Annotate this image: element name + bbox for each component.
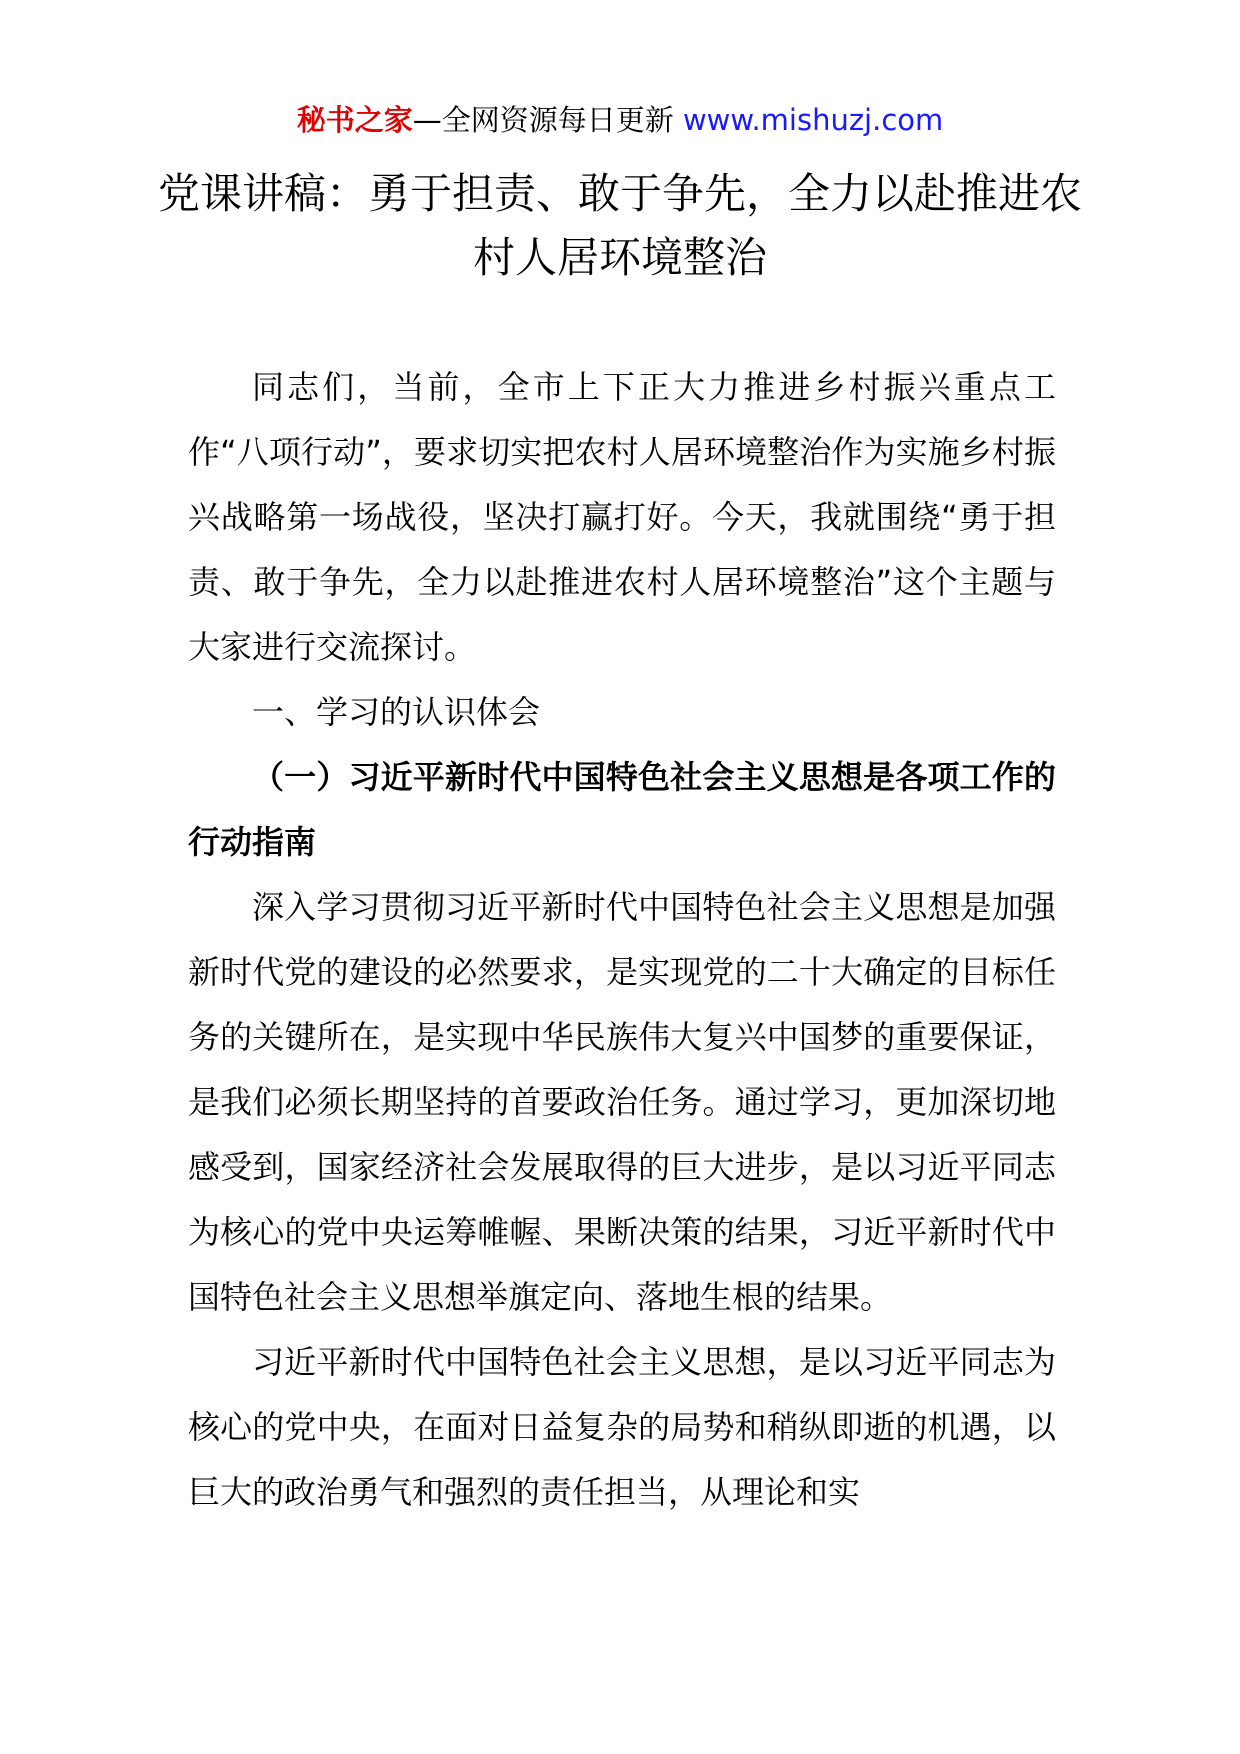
page-header [0,100,1240,140]
paragraph-intro: 同志们，当前，全市上下正大力推进乡村振兴重点工作“八项行动”，要求切实把农村人居环境整治作为实施乡村振兴战略第一场战役，坚决打赢打好。今天，我就围绕“勇于担责、敢于争先，全力以赴推进农村人居环境整治”这个主题与大家进行交流探讨。 [188,368,1056,666]
paragraph-body-1: 深入学习贯彻习近平新时代中国特色社会主义思想是加强新时代党的建设的必然要求，是实现党的二十大确定的目标任务的关键所在，是实现中华民族伟大复兴中国梦的重要保证，是我们必须长期坚持的首要政治任务。通过学习，更加深切地感受到，国家经济社会发展取得的巨大进步，是以习近平同志为核心的党中央运筹帷幄、果断决策的结果，习近平新时代中国特色社会主义思想举旗定向、落地生根的结果。 [188,888,1056,1316]
section-heading-1: 一、学习的认识体会 [252,693,541,731]
paragraph-body-2: 习近平新时代中国特色社会主义思想，是以习近平同志为核心的党中央，在面对日益复杂的局势和稍纵即逝的机遇，以巨大的政治勇气和强烈的责任担当，从理论和实 [188,1343,1056,1511]
header-tagline: —全网资源每日更新 [412,103,674,137]
website-link[interactable]: www.mishuzj.com [682,103,944,137]
subsection-heading-1: （一）习近平新时代中国特色社会主义思想是各项工作的行动指南 [188,758,1056,861]
document-title: 党课讲稿：勇于担责、敢于争先，全力以赴推进农村人居环境整治 [157,169,1082,282]
brand-name: 秘书之家 [296,103,413,137]
document-body [188,355,1056,1525]
